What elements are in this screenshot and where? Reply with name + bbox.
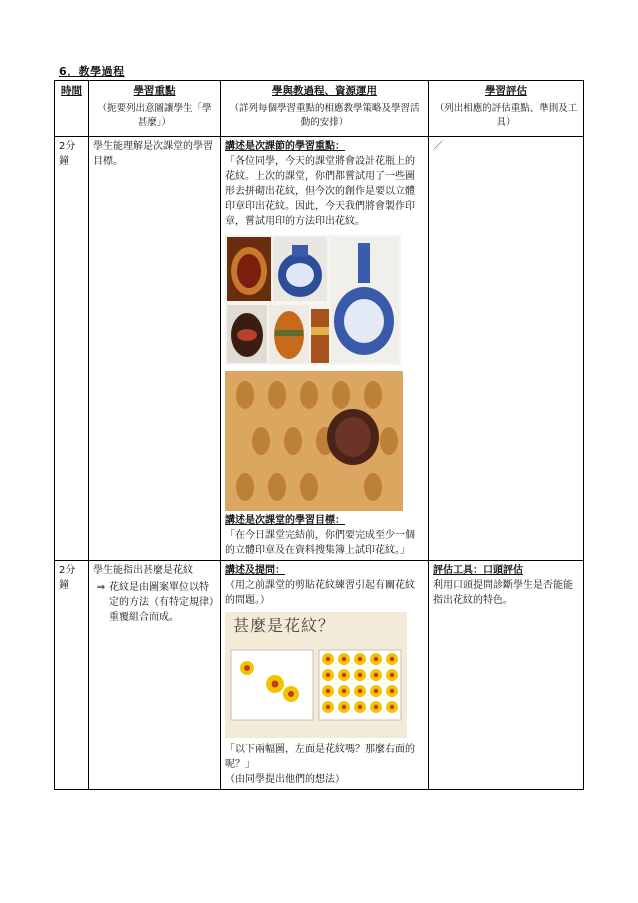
row2-time: 2分鐘	[55, 561, 89, 790]
header-process: 學與教過程、資源運用 （詳列每個學習重點的相應教學策略及學習活動的安排）	[221, 81, 429, 137]
header-focus: 學習重點 （扼要列出意圖讓學生「學甚麼」）	[89, 81, 221, 137]
row1-process-text2: 「在今日課堂完結前，你們要完成至少一個的立體印章及在資料搜集簿上試印花紋。」	[225, 530, 415, 556]
table-header-row	[55, 81, 584, 137]
table-row	[55, 137, 584, 561]
vase-photo-collage	[225, 235, 401, 365]
lesson-plan-table	[54, 80, 584, 790]
row2-assessment-text: 利用口頭提問診斷學生是否能能指出花紋的特色。	[433, 580, 573, 606]
flower-images	[225, 612, 407, 738]
row2-process	[221, 561, 429, 790]
header-focus-sub: （扼要列出意圖讓學生「學甚麼」）	[97, 103, 212, 128]
row1-process	[221, 137, 429, 561]
row2-assessment-heading: 評估工具：口頭評估	[433, 565, 523, 576]
section-title: 6．教學過程	[59, 65, 125, 78]
row1-focus: 學生能理解是次課堂的學習目標。	[89, 137, 221, 561]
row1-process-text: 「各位同學，今天的課堂將會設計花瓶上的花紋。上次的課堂，你們都嘗試用了一些圖形去拼砌出花紋，但今次的創作是要以立體印章印出花紋。因此，今天我們將會製作印章，嘗試用印的方法印出花紋。	[225, 156, 415, 227]
row2-focus-text: 學生能指出甚麼是花紋	[93, 565, 193, 576]
header-assessment-sub: （列出相應的評估重點、準則及工具）	[434, 103, 578, 128]
pattern-question-caption: 甚麼是花紋？	[233, 616, 336, 635]
row2-focus	[89, 561, 221, 790]
header-time: 時間	[55, 81, 89, 137]
row2-process-text3: （由同學提出他們的想法）	[225, 774, 345, 785]
row2-process-text2: 「以下兩幅圖，左面是花紋嗎？那麼右面的呢？」	[225, 744, 415, 770]
header-process-sub: （詳列每個學習重點的相應教學策略及學習活動的安排）	[229, 103, 420, 128]
arrow-right-icon: ⇒	[96, 582, 106, 593]
row1-assessment: ／	[429, 137, 584, 561]
row1-time: 2分鐘	[55, 137, 89, 561]
row2-process-heading: 講述及提問：	[225, 565, 285, 576]
stamp-pattern-photo	[225, 371, 403, 511]
pattern-question-image	[225, 612, 407, 738]
row1-process-heading: 講述是次課節的學習重點：	[225, 141, 345, 152]
vase-images	[225, 235, 401, 365]
row2-focus-sub: 花紋是由圖案單位以特定的方法（有特定規律）重覆組合而成。	[109, 582, 214, 623]
table-row	[55, 561, 584, 790]
row2-process-text: （用之前課堂的剪貼花紋練習引起有關花紋的問題。）	[225, 580, 415, 606]
row2-assessment	[429, 561, 584, 790]
row1-process-heading2: 講述是次課堂的學習目標：	[225, 515, 345, 526]
header-assessment: 學習評估 （列出相應的評估重點、準則及工具）	[429, 81, 584, 137]
stamp-pattern-image	[225, 371, 403, 511]
